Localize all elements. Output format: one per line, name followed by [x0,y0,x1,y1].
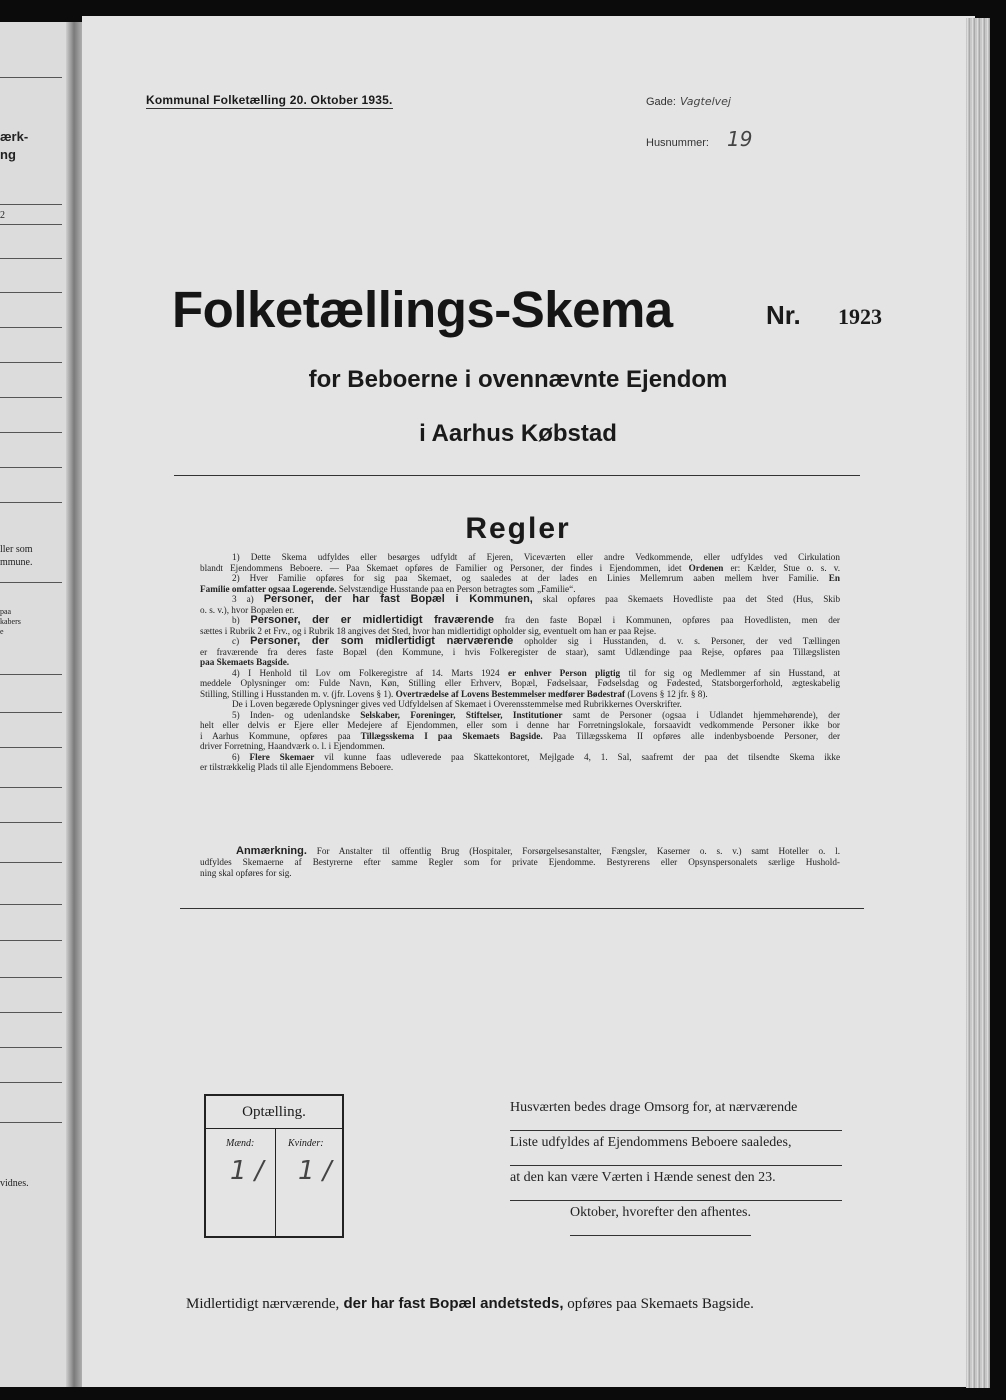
left-page-fragment: mmune. [0,557,33,568]
rule-line-post: til for sig og Medlemmer af sin Husstand, at [628,667,841,678]
left-page-rule [0,977,62,978]
rule-line [200,762,840,773]
left-page-rule [0,940,62,941]
left-page-rule [0,77,62,78]
women-count: 1 / [298,1156,332,1186]
notice-line: Liste udfyldes af Ejendommens Beboere saaledes, [510,1131,842,1166]
rule-line-pre: helt eller delvis er Ejere eller Medejere af Ejendommen, eller som i denne har Forretningslokale, forsaavidt vedkommende Personer ikke bor [200,720,840,730]
rule-line [232,615,840,626]
rule-line-pre: er fraværende fra deres faste Bopæl (den Kommune, i hvis Folkeregister de staar), samt Udlændinge paa Rejse, opføres paa Tillægslisten [200,646,840,657]
rule-line [200,678,840,689]
rule-line [232,710,840,721]
rule-line [200,647,840,658]
rule-line-pre: sættes i Rubrik 2 et Frv., og i Rubrik 18 angives det Sted, hvor han midlertidigt opholder sig, eventuelt om han er paa Rejse. [200,625,657,636]
footer-text: opføres paa Skemaets Bagside. [563,1296,754,1312]
rule-line-bold: Selskaber, Foreninger, Stiftelser, Institutioner [360,709,563,720]
left-page-fragment: e [0,627,4,636]
rule-line-post: vil kunne faas udleverede paa Skattekontoret, Mejlgade 4, 1. Sal, saafremt der paa det tilsendte Skema ikke [324,751,841,762]
notice-line: Husværten bedes drage Omsorg for, at nærværende [510,1096,842,1131]
footer-text: Midlertidigt nærværende, [186,1296,340,1312]
rule-line-bold: En [828,573,840,583]
rule-line-head: Personer, der er midlertidigt fraværende [250,614,494,626]
rule-line [200,720,840,731]
rule-line-post: (Lovens § 12 jfr. § 8). [627,688,708,699]
stacked-page-edges [966,18,990,1388]
left-page-rule [0,747,62,748]
left-page-rule [0,362,62,363]
remark-line [200,846,840,857]
rule-line-post: opholder sig i Husstanden, d. v. s. Personer, der ved Tællingen [524,636,841,646]
rule-line-head: Personer, der som midlertidigt nærværende [250,635,514,647]
left-page-fragment: paa [0,607,12,616]
census-header: Kommunal Folketælling 20. Oktober 1935. [146,93,393,107]
rule-line-post: Selvstændige Husstande paa en Person betragtes som „Familie“. [338,583,576,594]
form-subtitle-1: for Beboerne i ovennævnte Ejendom [308,366,728,393]
rule-line-pre: 4) I Henhold til Lov om Folkeregistre af 14. Marts 1924 [232,667,500,678]
rule-line-pre: o. s. v.), hvor Bopælen er. [200,604,295,615]
rule-line [200,563,840,574]
left-page-rule [0,1122,62,1123]
rule-line-bold: Overtrædelse af Lovens Bestemmelser medfører Bødestraf [395,688,626,699]
rules-heading: Regler [465,512,571,545]
rule-line [200,731,840,742]
count-box-rule [275,1128,276,1236]
rule-line-post: Paa Tillægsskema II opføres alle indenbysboende Personer, der [552,730,841,741]
remark-text: For Anstalter til offentlig Brug (Hospitaler, Forsørgelsesanstalter, Fængsler, Kaserner o. s. v.) samt Hoteller o. l. [316,846,840,856]
left-page-rule [0,787,62,788]
left-page-rule [0,327,62,328]
rule-line-post: samt de Personer (ogsaa i Udlandet hjemmehørende), der [572,709,841,720]
left-page-rule [0,582,62,583]
men-label: Mænd: [226,1138,255,1149]
divider [174,475,860,476]
form-subtitle-2: i Aarhus Købstad [419,420,617,447]
rule-line-pre: driver Forretning, Haandværk o. l. i Ejendommen. [200,741,385,751]
rule-line-pre: 3 a) [232,594,254,604]
remark-section [200,846,840,879]
left-page-rule [0,1082,62,1083]
rule-line-bold: Flere Skemaer [249,751,315,762]
rule-line [232,552,840,563]
rule-line-pre: b) [232,615,240,625]
rule-line-pre: 1) Dette Skema udfyldes eller besørges udfyldt af Ejeren, Viceværten eller andre Vedkommende, eller udfyldes ved Cirkulation [232,552,840,562]
house-number-field [646,127,752,151]
rule-line-pre: Stilling, Stilling i Husstanden m. v. (jfr. Lovens § 1). [200,688,394,699]
rule-line-pre: 6) [232,751,240,762]
rule-line [200,657,840,668]
rule-line [232,752,840,763]
rule-line-bold: paa Skemaets Bagside. [200,657,290,667]
left-page-fragment: ng [0,147,16,162]
women-label: Kvinder: [288,1138,324,1149]
remark-text: udfyldes Skemaerne af Bestyrerne efter samme Regler som for private Ejendomme. Bestyrerens eller Opsynspersonalets særlige Hushold- [200,857,840,867]
rule-line-pre: i Aarhus Kommune, opføres paa [200,730,351,741]
rule-line-post: skal opføres paa Skemaets Hovedliste paa det Sted (Hus, Skib [542,594,841,604]
left-page-rule [0,258,62,259]
left-page-rule [0,292,62,293]
left-page-fragment: kabers [0,617,21,626]
left-page-rule [0,712,62,713]
house-number-value: 19 [726,127,753,151]
notice-line: at den kan være Værten i Hænde senest den 23. [510,1166,842,1201]
rule-line [232,573,840,584]
street-value: Vagtelvej [679,95,731,108]
left-page-rule [0,224,62,225]
remark-text: ning skal opføres for sig. [200,868,292,878]
left-page-fragment: ærk- [0,129,29,144]
rule-line-pre: meddele Oplysninger om: Fulde Navn, Køn, Stilling eller Erhverv, Bopæl, Fødselsaar, Fødselsdag og Fødested, Statsborgerforhold, ægteskabelig [200,678,840,688]
remark-line [200,868,840,879]
left-page-rule [0,674,62,675]
rule-line-pre: 5) Inden- og udenlandske [232,709,350,720]
rule-line [232,699,840,710]
rule-line [200,689,840,700]
landlord-notice [510,1096,842,1236]
footer-bold-text: der har fast Bopæl andetsteds, [339,1295,564,1312]
rule-line-pre: blandt Ejendommens Beboere. — Paa Skemaet opføres de Familier og Personer, der findes i Ejendommen, idet [200,562,682,573]
men-count: 1 / [230,1156,264,1186]
house-number-label: Husnummer: [646,137,709,149]
left-page-rule [0,397,62,398]
left-page-rule [0,822,62,823]
count-box [204,1094,344,1238]
left-page-rule [0,204,62,205]
street-field [646,92,731,110]
left-page-rule [0,904,62,905]
remark-line [200,857,840,868]
left-page-rule [0,1047,62,1048]
rule-line-post: er: Kælder, Stue o. s. v. [730,562,841,573]
footer-note [186,1295,754,1313]
rule-line-bold: Familie omfatter ogsaa Logerende. [200,583,337,594]
left-page-rule [0,467,62,468]
left-page-fragment: ller som [0,544,33,555]
rule-line [232,636,840,647]
remark-label: Anmærkning. [236,845,307,857]
rule-line-head: Personer, der har fast Bopæl i Kommunen, [263,593,533,605]
rule-line [200,741,840,752]
street-label: Gade: [646,96,676,108]
rule-line-bold: Tillægsskema I paa Skemaets Bagside. [360,730,543,741]
left-facing-page [0,22,72,1387]
count-box-rule [206,1128,342,1129]
rule-line-pre: 2) Hver Familie opføres for sig paa Skemaet, og saaledes at der lades en Linies Mellemrum aaben mellem hver Familie. [232,573,819,583]
form-title: Folketællings-Skema [172,281,673,338]
rule-line-bold: Ordenen [688,562,724,573]
rule-line-pre: c) [232,636,240,646]
rule-line [232,668,840,679]
left-page-rule [0,1012,62,1013]
form-number-value: 1923 [838,304,882,329]
rule-line-post: fra den faste Bopæl i Kommunen, opføres paa Hovedlisten, men der [504,615,840,625]
left-page-fragment: 2 [0,210,5,221]
form-number-label: Nr. [766,300,801,330]
left-page-rule [0,502,62,503]
rule-line-bold: er enhver Person pligtig [507,667,621,678]
rule-line-pre: er tilstrækkelig Plads til alle Ejendommens Beboere. [200,762,394,772]
rule-line [232,594,840,605]
rule-line-pre: De i Loven begærede Oplysninger gives ved Udfyldelsen af Skemaet i Overensstemmelse med Rubrikkernes Overskrifter. [232,699,682,709]
divider [180,908,864,909]
notice-line: Oktober, hvorefter den afhentes. [570,1201,751,1236]
left-page-fragment: vidnes. [0,1178,29,1189]
left-page-rule [0,862,62,863]
count-title: Optælling. [242,1104,306,1120]
